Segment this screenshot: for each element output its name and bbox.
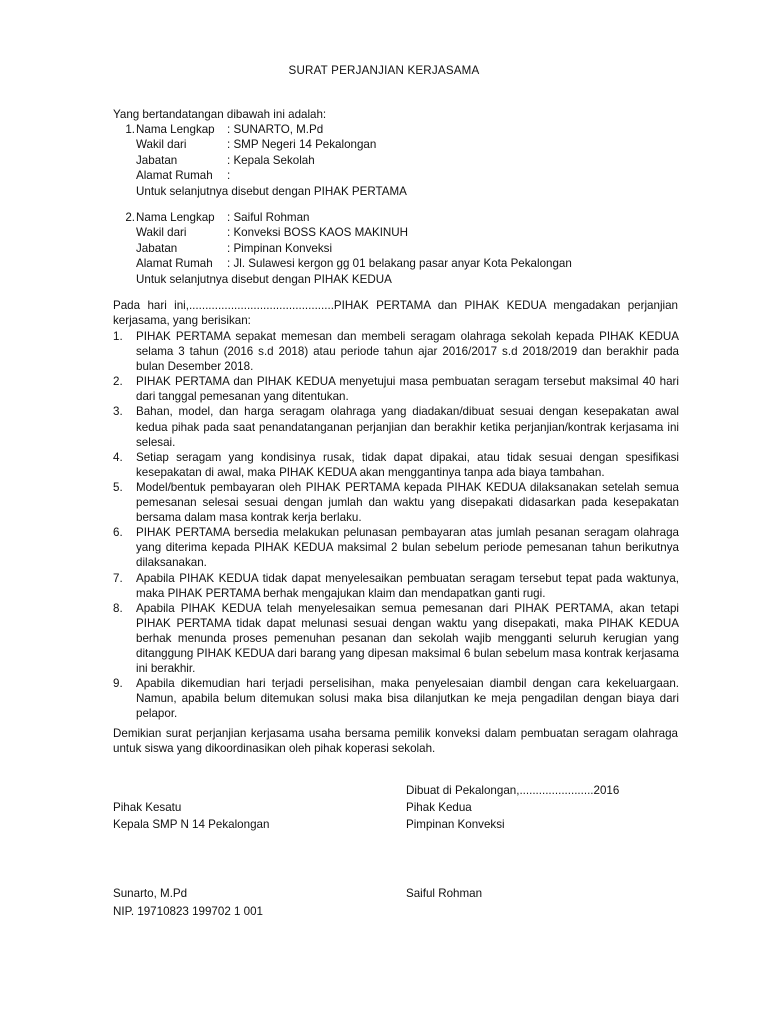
clause-item	[113, 676, 679, 721]
clause-text: PIHAK PERTAMA dan PIHAK KEDUA menyetujui masa pembuatan seragam tersebut maksimal 40 hari dari tanggal pemesanan yang ditentukan.	[136, 375, 679, 404]
clause-number: 4.	[113, 450, 123, 464]
clause-item	[113, 571, 679, 601]
left-signer-name: Sunarto, M.Pd	[113, 887, 188, 900]
party-row-address	[136, 168, 407, 183]
field-label: Wakil dari	[136, 138, 187, 152]
field-value: : Pimpinan Konveksi	[227, 241, 333, 255]
clause-number: 1.	[113, 330, 123, 343]
place-date: Dibuat di Pekalongan,.......................2016	[406, 784, 620, 797]
party-row-represent	[136, 225, 572, 240]
field-label: Jabatan	[136, 153, 178, 167]
clause-text: Apabila PIHAK KEDUA tidak dapat menyelesaikan pembuatan seragam tersebut tepat pada waktunya, maka PIHAK PERTAMA berhak mengajukan klaim dan mendapatkan ganti rugi.	[136, 571, 679, 600]
party-row-name	[136, 210, 572, 225]
party-number: 1.	[125, 123, 135, 136]
clause-item	[113, 480, 679, 525]
clause-item	[113, 404, 679, 449]
left-signer-nip: NIP. 19710823 199702 1 001	[113, 905, 263, 918]
clause-item	[113, 601, 679, 676]
left-party-title: Kepala SMP N 14 Pekalongan	[113, 818, 270, 831]
field-label: Jabatan	[136, 241, 178, 255]
field-value: : SUNARTO, M.Pd	[227, 123, 324, 136]
party-row-address	[136, 256, 572, 271]
field-label: Alamat Rumah	[136, 169, 213, 183]
party-designation: Untuk selanjutnya disebut dengan PIHAK PERTAMA	[136, 184, 407, 198]
right-party-title: Pimpinan Konveksi	[406, 818, 505, 831]
right-party-role: Pihak Kedua	[406, 801, 472, 814]
left-party-role: Pihak Kesatu	[113, 801, 182, 814]
clause-number: 5.	[113, 480, 123, 494]
intro-line: Yang bertandatangan dibawah ini adalah:	[113, 108, 327, 121]
clause-item	[113, 374, 679, 404]
field-value: : Jl. Sulawesi kergon gg 01 belakang pasar anyar Kota Pekalongan	[227, 257, 572, 271]
right-signer-name: Saiful Rohman	[406, 887, 483, 900]
clause-text: Apabila dikemudian hari terjadi perselisihan, maka penyelesaian diambil dengan cara kekeluargaan. Namun, apabila belum ditemukan solusi maka bisa dilanjutkan ke meja pengadilan dengan biaya dari pelapor.	[136, 677, 679, 721]
party-number: 2.	[125, 211, 135, 224]
clause-text: Model/bentuk pembayaran oleh PIHAK PERTAMA kepada PIHAK KEDUA dilaksanakan setelah semua pemesanan selesai sesuai dengan jumlah dan waktu yang disepakati didasarkan pada kesepakatan bersama dalam masa kontrak kerja berlaku.	[136, 480, 679, 525]
opening-paragraph: Pada hari ini,.............................................PIHAK PERTAMA dan PIHAK KEDUA mengadakan perjanjian kerjasama, yang berisikan:	[113, 299, 678, 328]
field-value: :	[227, 169, 231, 183]
clause-item	[113, 329, 679, 374]
clause-number: 6.	[113, 526, 123, 540]
clause-number: 2.	[113, 375, 123, 389]
party-row-position	[136, 153, 407, 168]
clause-list	[113, 329, 679, 721]
clause-item	[113, 450, 679, 480]
party-designation: Untuk selanjutnya disebut dengan PIHAK KEDUA	[136, 272, 392, 286]
party-row-represent	[136, 137, 407, 152]
field-value: : Konveksi BOSS KAOS MAKINUH	[227, 226, 409, 240]
field-label: Alamat Rumah	[136, 257, 213, 271]
clause-number: 8.	[113, 601, 123, 615]
clause-number: 9.	[113, 677, 123, 691]
clause-text: PIHAK PERTAMA bersedia melakukan pelunasan pembayaran atas jumlah pesanan seragam olahraga yang diterima kepada PIHAK KEDUA maksimal 2 bulan sebelum periode pemesanan tahun berikutnya dilaksanakan.	[136, 526, 679, 570]
field-value: : Saiful Rohman	[227, 211, 310, 224]
field-value: : SMP Negeri 14 Pekalongan	[227, 138, 377, 152]
clause-text: PIHAK PERTAMA sepakat memesan dan membeli seragam olahraga sekolah kepada PIHAK KEDUA selama 3 tahun (2016 s.d 2018) atau periode tahun ajar 2016/2017 s.d 2018/2019 dan berakhir pada bulan Desember 2018.	[136, 330, 679, 374]
party-row-name	[136, 122, 407, 137]
closing-paragraph: Demikian surat perjanjian kerjasama usaha bersama pemilik konveksi dalam pembuatan seragam olahraga untuk siswa yang dikoordinasikan oleh pihak koperasi sekolah.	[113, 727, 678, 756]
clause-text: Setiap seragam yang kondisinya rusak, tidak dapat dipakai, atau tidak sesuai dengan spesifikasi kesepakatan di awal, maka PIHAK KEDUA akan menggantinya tanpa ada biaya tambahan.	[136, 450, 679, 479]
field-label: Nama Lengkap	[136, 123, 215, 136]
clause-text: Bahan, model, dan harga seragam olahraga yang diadakan/dibuat sesuai dengan kesepakatan awal kedua pihak pada saat penandatanganan perjanjian dan berakhir ketika perjanjian/kontrak kerjasama ini selesai.	[136, 405, 679, 449]
clause-item	[113, 525, 679, 570]
field-label: Nama Lengkap	[136, 211, 215, 224]
clause-number: 7.	[113, 571, 123, 585]
party-row-position	[136, 241, 572, 256]
clause-number: 3.	[113, 405, 123, 419]
field-label: Wakil dari	[136, 226, 187, 240]
field-value: : Kepala Sekolah	[227, 153, 315, 167]
clause-text: Apabila PIHAK KEDUA telah menyelesaikan semua pemesanan dari PIHAK PERTAMA, akan tetapi PIHAK PERTAMA tidak dapat melunasi sesuai dengan waktu yang disepakati, maka PIHAK KEDUA berhak menunda proses pemenuhan pesanan dan sekolah wajib mengganti seluruh kerugian yang ditanggung PIHAK KEDUA dari barang yang dipesan maksimal 6 bulan sebelum masa kontrak kerjasama ini berakhir.	[136, 601, 679, 676]
document-title: SURAT PERJANJIAN KERJASAMA	[288, 64, 480, 77]
